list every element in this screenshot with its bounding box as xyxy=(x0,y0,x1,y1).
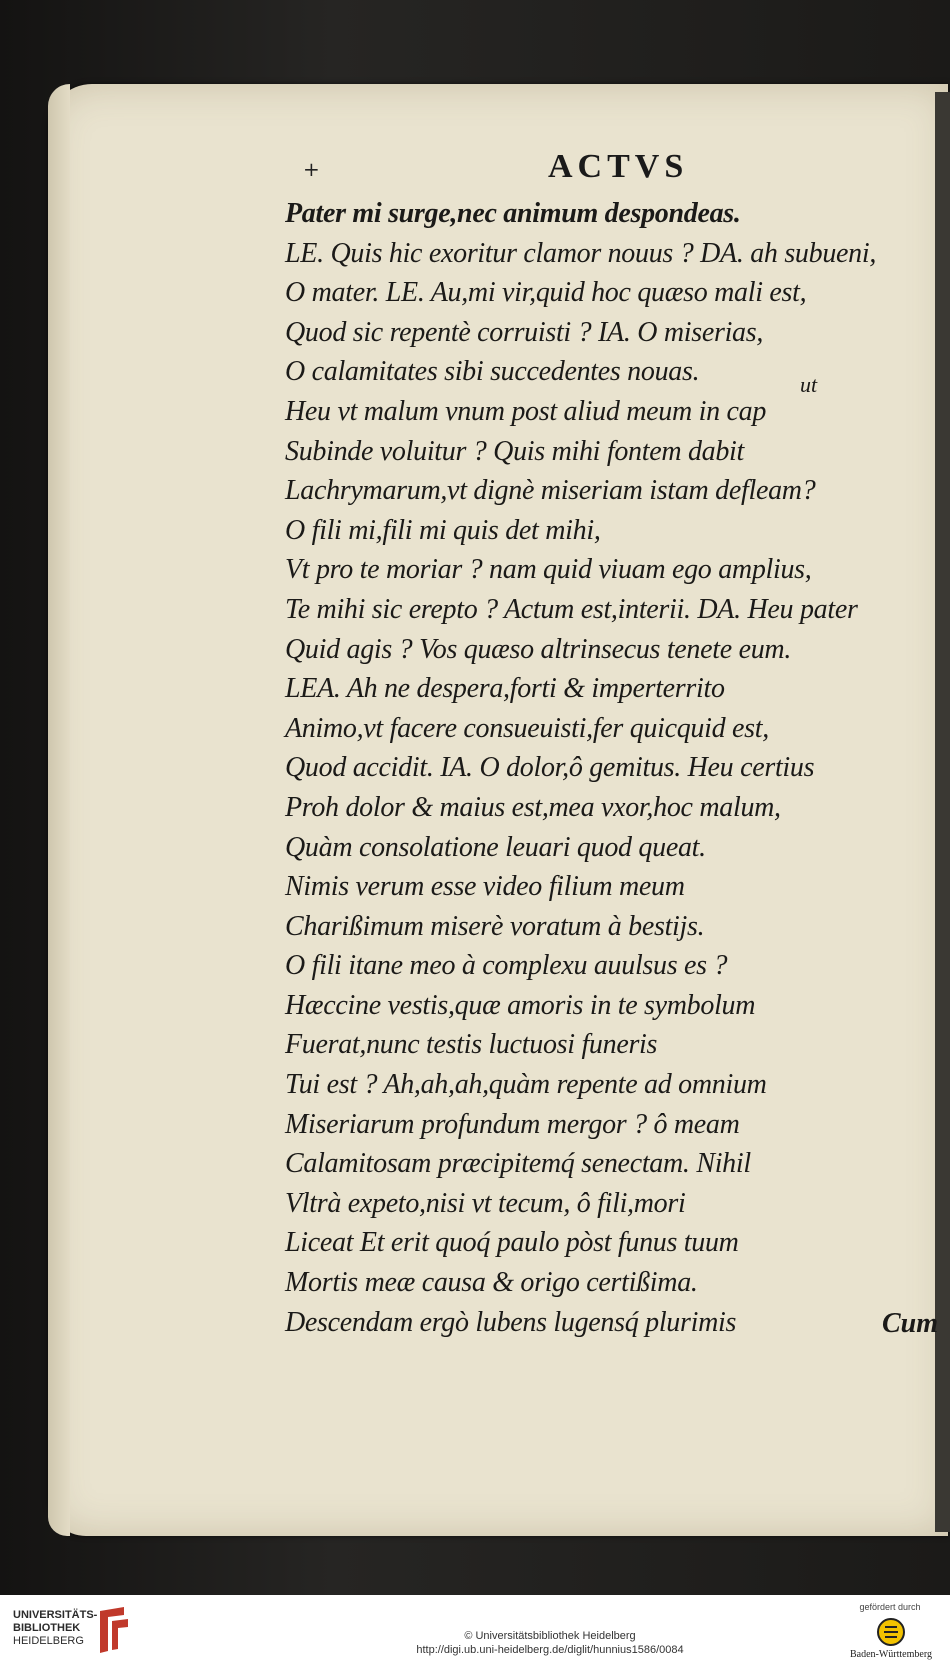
verse-line: LEA. Ah ne despera,forti & imperterrito xyxy=(285,673,725,705)
verse-line: Animo,vt facere consueuisti,fer quicquid est, xyxy=(285,712,769,744)
verse-line: O mater. LE. Au,mi vir,quid hoc quæso mali est, xyxy=(285,277,807,309)
verse-line: Te mihi sic erepto ? Actum est,interii. DA. Heu pater xyxy=(285,593,858,625)
verse-line: O fili itane meo à complexu auulsus es ? xyxy=(285,950,728,982)
header-mark: + xyxy=(303,157,320,181)
verse-line: O calamitates sibi succedentes nouas. xyxy=(285,356,700,388)
sponsor-label: gefördert durch xyxy=(859,1602,921,1612)
catchword: Cum xyxy=(882,1308,939,1339)
verse-line: Quid agis ? Vos quæso altrinsecus tenete eum. xyxy=(285,633,792,665)
verse-line: Charißimum miserè voratum à bestijs. xyxy=(285,910,705,942)
verse-line: Nimis verum esse video filium meum xyxy=(285,871,685,903)
verse-line: Miseriarum profundum mergor ? ô meam xyxy=(285,1108,740,1140)
running-head: ACTVS xyxy=(548,148,689,185)
verse-text xyxy=(285,194,925,1342)
verse-line: Descendam ergò lubens lugensq́ plurimis xyxy=(285,1306,737,1338)
verse-line: Tui est ? Ah,ah,ah,quàm repente ad omnium xyxy=(285,1069,767,1101)
copyright-text: © Universitätsbibliothek Heidelberg xyxy=(464,1630,636,1642)
library-city-line: HEIDELBERG xyxy=(13,1635,84,1647)
verse-line: Proh dolor & maius est,mea vxor,hoc malum, xyxy=(285,791,781,823)
verse-line: Calamitosam præcipitemq́ senectam. Nihil xyxy=(285,1148,751,1180)
verse-line: LE. Quis hic exoritur clamor nouus ? DA. ah subueni, xyxy=(285,237,877,269)
library-name-line: UNIVERSITÄTS- xyxy=(13,1609,98,1621)
verse-line: O fili mi,fili mi quis det mihi, xyxy=(285,514,601,546)
verse-line: Heu vt malum vnum post aliud meum in cap xyxy=(285,395,767,427)
verse-line: Mortis meæ causa & origo certißima. xyxy=(285,1267,698,1299)
verse-line: Pater mi surge,nec animum despondeas. xyxy=(285,198,741,229)
superscript-correction: ut xyxy=(800,372,818,397)
library-logo-text xyxy=(13,1609,97,1648)
verse-line: Quod sic repentè corruisti ? IA. O miserias, xyxy=(285,316,764,348)
verse-line: Hæccine vestis,quæ amoris in te symbolum xyxy=(285,989,756,1021)
verse-line: Fuerat,nunc testis luctuosi funeris xyxy=(285,1029,658,1061)
verse-line: Vltrà expeto,nisi vt tecum, ô fili,mori xyxy=(285,1187,686,1219)
library-name-line: BIBLIOTHEK xyxy=(13,1622,81,1634)
page-edge-left xyxy=(48,84,70,1536)
verse-line: Subinde voluitur ? Quis mihi fontem dabit xyxy=(285,435,745,467)
copyright-notice xyxy=(330,1629,770,1657)
sponsor-name: Baden-Württemberg xyxy=(849,1649,932,1660)
verse-line: Liceat Et erit quoq́ paulo pòst funus tuum xyxy=(285,1227,739,1259)
verse-line: Lachrymarum,vt dignè miseriam istam defleam? xyxy=(285,475,816,507)
verse-line: Quod accidit. IA. O dolor,ô gemitus. Heu certius xyxy=(285,752,815,784)
library-logo-icon xyxy=(96,1605,132,1655)
state-seal-icon xyxy=(876,1617,906,1647)
verse-line: Quàm consolatione leuari quod queat. xyxy=(285,831,706,863)
permalink[interactable]: http://digi.ub.uni-heidelberg.de/diglit/hunnius1586/0084 xyxy=(416,1644,684,1656)
verse-line: Vt pro te moriar ? nam quid viuam ego amplius, xyxy=(285,554,812,586)
